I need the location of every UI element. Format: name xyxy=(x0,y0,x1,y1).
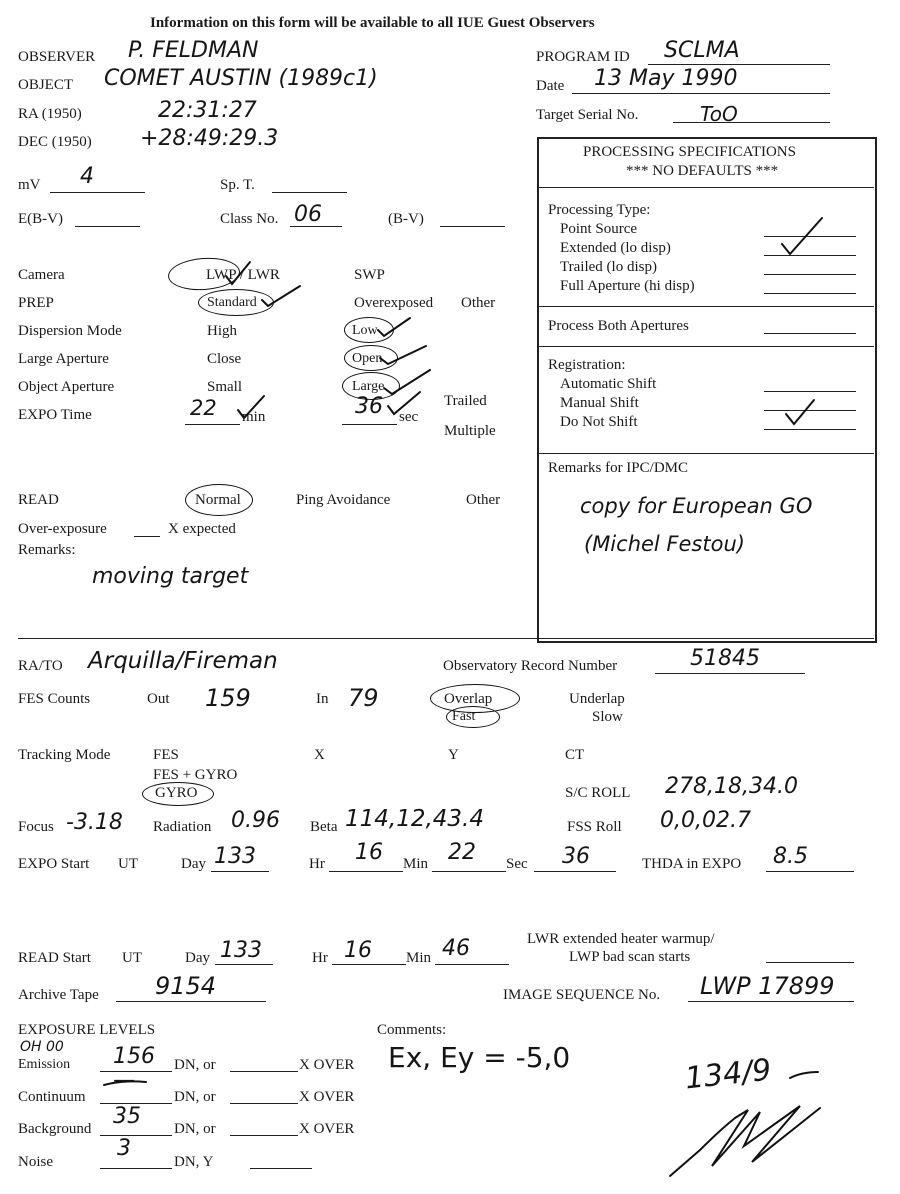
comments-value[interactable]: Ex, Ey = -5,0 xyxy=(388,1041,571,1074)
fes-in-value[interactable]: 79 xyxy=(348,684,379,712)
focus-value[interactable]: -3.18 xyxy=(66,810,123,835)
high-option[interactable]: High xyxy=(207,323,237,339)
continuum-label: Continuum xyxy=(18,1089,86,1105)
registration-label: Registration: xyxy=(548,357,626,373)
lwr-heater-label-2: LWP bad scan starts xyxy=(569,949,691,965)
observer-value[interactable]: P. FELDMAN xyxy=(128,38,259,63)
standard-check-icon xyxy=(262,286,300,306)
fes-option[interactable]: FES xyxy=(153,747,179,763)
standard-option[interactable]: Standard xyxy=(207,295,257,310)
ping-avoidance-option[interactable]: Ping Avoidance xyxy=(296,492,391,508)
manual-shift-label: Manual Shift xyxy=(560,395,639,411)
ct-label: CT xyxy=(565,747,585,763)
fss-roll-label: FSS Roll xyxy=(567,819,622,835)
sc-roll-value[interactable]: 278,18,34.0 xyxy=(665,774,798,799)
process-both-label: Process Both Apertures xyxy=(548,318,689,334)
bv-label: (B-V) xyxy=(388,211,424,227)
full-aperture-label: Full Aperture (hi disp) xyxy=(560,278,695,294)
read-start-label: READ Start xyxy=(18,950,91,966)
normal-option[interactable]: Normal xyxy=(195,492,241,508)
dispersion-label: Dispersion Mode xyxy=(18,323,122,339)
expo-hr-label: Hr xyxy=(309,856,325,872)
ra-to-label: RA/TO xyxy=(18,658,63,674)
class-no-label: Class No. xyxy=(220,211,279,227)
read-hr-value[interactable]: 16 xyxy=(344,938,372,963)
ra-label: RA (1950) xyxy=(18,106,82,122)
read-day-label: Day xyxy=(185,950,210,966)
obs-record-value[interactable]: 51845 xyxy=(690,646,760,671)
large-option[interactable]: Large xyxy=(352,379,385,394)
date-note: 134/9 xyxy=(683,1052,774,1097)
emission-x-over: X OVER xyxy=(299,1057,355,1073)
expo-time-sec-value[interactable]: 36 xyxy=(355,394,383,419)
open-check-icon xyxy=(380,346,426,364)
object-label: OBJECT xyxy=(18,77,74,93)
background-x-over: X OVER xyxy=(299,1121,355,1137)
extended-label: Extended (lo disp) xyxy=(560,240,671,256)
radiation-label: Radiation xyxy=(153,819,212,835)
trailed-option[interactable]: Trailed xyxy=(444,393,487,409)
spt-label: Sp. T. xyxy=(220,177,255,193)
ebv-label: E(B-V) xyxy=(18,211,63,227)
sc-roll-label: S/C ROLL xyxy=(565,785,631,801)
radiation-value[interactable]: 0.96 xyxy=(231,808,280,833)
oh-prefix: OH 00 xyxy=(20,1039,64,1055)
close-option[interactable]: Close xyxy=(207,351,242,367)
fes-gyro-option[interactable]: FES + GYRO xyxy=(153,767,238,783)
exposure-levels-label: EXPOSURE LEVELS xyxy=(18,1022,156,1038)
overexposed-option[interactable]: Overexposed xyxy=(354,295,434,311)
overlap-option[interactable]: Overlap xyxy=(444,691,493,707)
proc-title: PROCESSING SPECIFICATIONS xyxy=(583,144,796,160)
date-note-stroke-icon xyxy=(790,1072,818,1078)
date-value[interactable]: 13 May 1990 xyxy=(594,66,738,91)
proc-remarks-line2[interactable]: (Michel Festou) xyxy=(584,532,745,556)
form-header: Information on this form will be available to all IUE Guest Observers xyxy=(150,15,595,31)
dec-value[interactable]: +28:49:29.3 xyxy=(140,126,279,151)
object-aperture-label: Object Aperture xyxy=(18,379,115,395)
expo-start-label: EXPO Start xyxy=(18,856,90,872)
multiple-option[interactable]: Multiple xyxy=(444,423,496,439)
proc-subtitle: *** NO DEFAULTS *** xyxy=(626,163,779,179)
dec-label: DEC (1950) xyxy=(18,134,92,150)
expo-min-value[interactable]: 22 xyxy=(448,840,476,865)
lwr-heater-label-1: LWR extended heater warmup/ xyxy=(527,931,715,947)
other-option[interactable]: Other xyxy=(461,295,496,311)
underlap-option[interactable]: Underlap xyxy=(569,691,625,707)
read-min-value[interactable]: 46 xyxy=(442,936,470,961)
ra-to-value[interactable]: Arquilla/Fireman xyxy=(88,648,278,674)
fes-out-value[interactable]: 159 xyxy=(205,684,251,712)
emission-label: Emission xyxy=(18,1057,71,1072)
background-value[interactable]: 35 xyxy=(113,1104,141,1129)
expo-sec-value[interactable]: 36 xyxy=(562,844,590,869)
slow-option[interactable]: Slow xyxy=(592,709,623,725)
emission-dn-or: DN, or xyxy=(174,1057,216,1073)
fes-in-label: In xyxy=(316,691,329,707)
sec-unit: sec xyxy=(399,409,419,425)
archive-tape-value[interactable]: 9154 xyxy=(155,972,217,1000)
processing-type-label: Processing Type: xyxy=(548,202,651,218)
image-sequence-value[interactable]: LWP 17899 xyxy=(700,972,835,1000)
expo-hr-value[interactable]: 16 xyxy=(355,840,383,865)
lwp-lwr-option[interactable]: LWP / LWR xyxy=(206,267,280,283)
program-id-value[interactable]: SCLMA xyxy=(664,38,740,63)
target-serial-label: Target Serial No. xyxy=(536,107,639,123)
read-start-ut-label: UT xyxy=(122,950,142,966)
large-aperture-label: Large Aperture xyxy=(18,351,109,367)
expo-time-min-value[interactable]: 22 xyxy=(190,396,217,420)
background-dn-or: DN, or xyxy=(174,1121,216,1137)
target-serial-value[interactable]: ToO xyxy=(700,102,738,126)
mv-value[interactable]: 4 xyxy=(80,164,94,189)
extended-check-icon xyxy=(782,218,822,254)
thda-label: THDA in EXPO xyxy=(642,856,742,872)
y-label: Y xyxy=(448,747,459,763)
x-expected-label: X expected xyxy=(168,521,236,537)
continuum-value[interactable]: — xyxy=(113,1068,135,1093)
noise-dn-y: DN, Y xyxy=(174,1154,214,1170)
small-option[interactable]: Small xyxy=(207,379,243,395)
expo-sec-label: Sec xyxy=(506,856,528,872)
ra-value[interactable]: 22:31:27 xyxy=(158,98,257,123)
expo-start-ut-label: UT xyxy=(118,856,138,872)
expo-sec-check-icon xyxy=(388,392,420,414)
read-min-label: Min xyxy=(406,950,432,966)
x-label: X xyxy=(314,747,325,763)
read-other-option[interactable]: Other xyxy=(466,492,501,508)
large-check-icon xyxy=(384,370,430,394)
gyro-option[interactable]: GYRO xyxy=(155,785,198,801)
archive-tape-label: Archive Tape xyxy=(18,987,99,1003)
observer-label: OBSERVER xyxy=(18,49,96,65)
tracking-mode-label: Tracking Mode xyxy=(18,747,111,763)
fes-counts-label: FES Counts xyxy=(18,691,91,707)
open-option[interactable]: Open xyxy=(352,351,383,366)
remarks-value[interactable]: moving target xyxy=(92,564,249,589)
expo-day-label: Day xyxy=(181,856,206,872)
low-check-icon xyxy=(378,318,410,336)
noise-value[interactable]: 3 xyxy=(117,1136,131,1161)
emission-value[interactable]: 156 xyxy=(113,1044,155,1069)
signature-icon xyxy=(670,1106,820,1176)
trailed-label: Trailed (lo disp) xyxy=(560,259,657,275)
proc-remarks-line1[interactable]: copy for European GO xyxy=(580,494,813,518)
continuum-x-over: X OVER xyxy=(299,1089,355,1105)
min-unit: min xyxy=(242,409,266,425)
point-source-label: Point Source xyxy=(560,221,638,237)
comments-label: Comments: xyxy=(377,1022,447,1038)
beta-label: Beta xyxy=(310,819,338,835)
read-day-value[interactable]: 133 xyxy=(220,938,262,963)
read-label: READ xyxy=(18,492,59,508)
focus-label: Focus xyxy=(18,819,54,835)
manual-shift-check-icon xyxy=(786,400,814,424)
swp-option[interactable]: SWP xyxy=(354,267,385,283)
thda-value[interactable]: 8.5 xyxy=(773,844,808,869)
remarks-ipc-label: Remarks for IPC/DMC xyxy=(548,460,688,476)
noise-label: Noise xyxy=(18,1154,53,1170)
expo-time-label: EXPO Time xyxy=(18,407,92,423)
image-sequence-label: IMAGE SEQUENCE No. xyxy=(503,987,661,1003)
obs-record-label: Observatory Record Number xyxy=(443,658,618,674)
continuum-dn-or: DN, or xyxy=(174,1089,216,1105)
expo-day-value[interactable]: 133 xyxy=(214,844,256,869)
do-not-shift-label: Do Not Shift xyxy=(560,414,638,430)
fss-roll-value[interactable]: 0,0,02.7 xyxy=(660,808,751,833)
fes-out-label: Out xyxy=(147,691,170,707)
mv-label: mV xyxy=(18,177,41,193)
automatic-shift-label: Automatic Shift xyxy=(560,376,657,392)
expo-min-check-icon xyxy=(238,396,264,418)
date-label: Date xyxy=(536,78,565,94)
background-label: Background xyxy=(18,1121,92,1137)
over-exposure-label: Over-exposure xyxy=(18,521,107,537)
low-option[interactable]: Low xyxy=(352,323,378,338)
expo-min-label: Min xyxy=(403,856,429,872)
camera-label: Camera xyxy=(18,267,65,283)
prep-label: PREP xyxy=(18,295,54,311)
beta-value[interactable]: 114,12,43.4 xyxy=(345,806,484,832)
remarks-label: Remarks: xyxy=(18,542,76,558)
read-hr-label: Hr xyxy=(312,950,328,966)
object-value[interactable]: COMET AUSTIN (1989c1) xyxy=(104,66,378,91)
fast-option[interactable]: Fast xyxy=(452,709,476,724)
continuum-dash-icon xyxy=(104,1081,146,1085)
class-no-value[interactable]: 06 xyxy=(294,202,322,227)
camera-check-icon xyxy=(226,262,250,284)
program-id-label: PROGRAM ID xyxy=(536,49,630,65)
